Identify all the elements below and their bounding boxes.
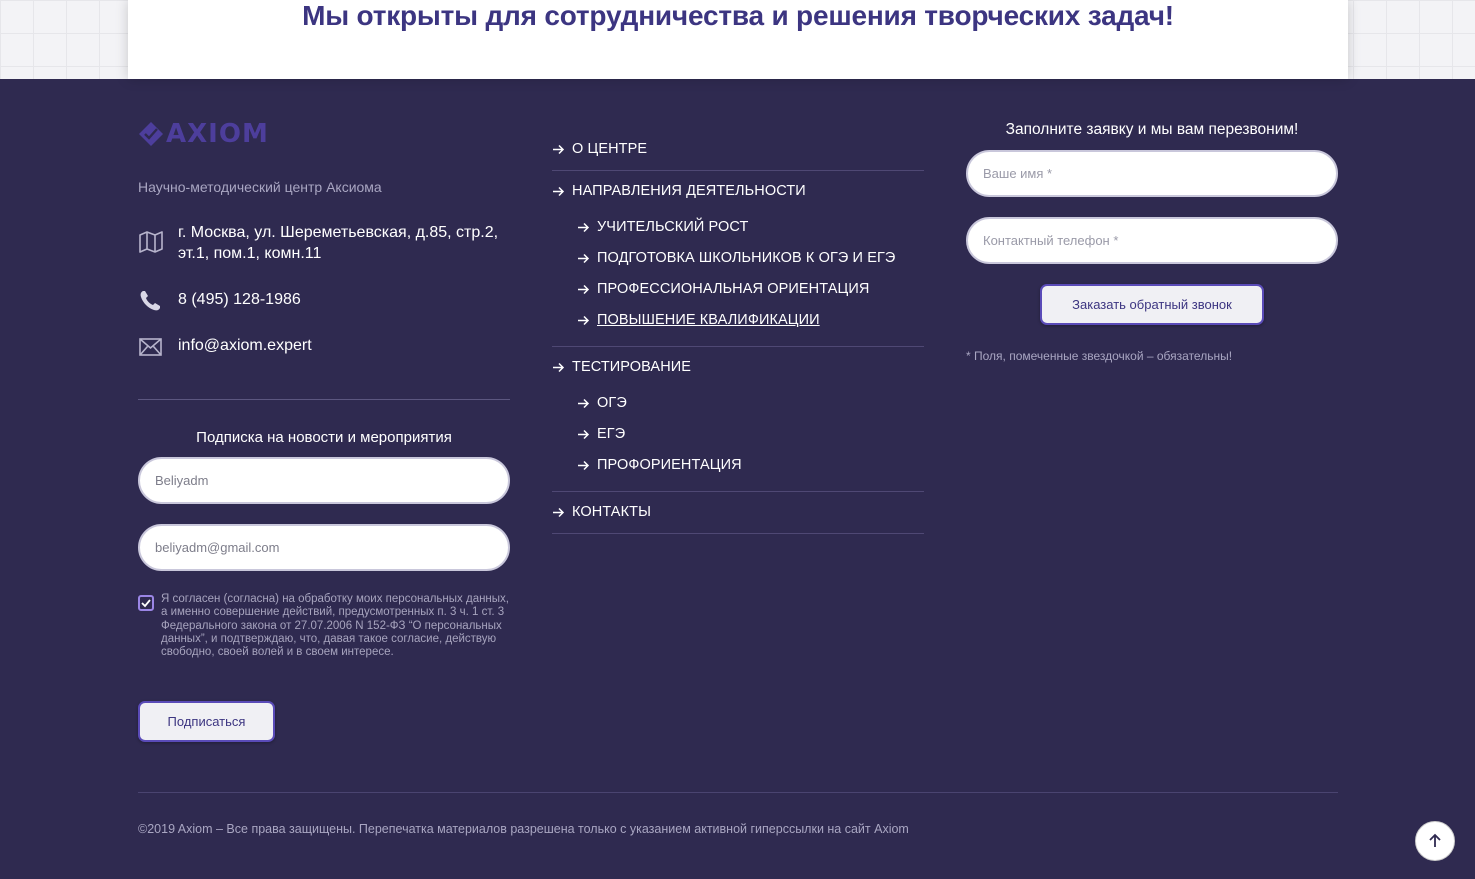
arrow-right-icon — [577, 221, 590, 234]
arrow-right-icon — [577, 283, 590, 296]
hero-title: Мы открыты для сотрудничества и решения творческих задач! — [302, 0, 1174, 31]
contact-phone[interactable] — [138, 289, 510, 313]
nav-item-label: ПРОФЕССИОНАЛЬНАЯ ОРИЕНТАЦИЯ — [597, 281, 870, 297]
logo-diamond-icon — [138, 121, 164, 147]
subscribe-button[interactable]: Подписаться — [138, 701, 275, 742]
arrow-right-icon — [552, 143, 565, 156]
nav-item-label: НАПРАВЛЕНИЯ ДЕЯТЕЛЬНОСТИ — [572, 183, 806, 199]
hero-card — [128, 0, 1348, 79]
nav-item-label: УЧИТЕЛЬСКИЙ РОСТ — [597, 219, 749, 235]
nav-divider — [552, 533, 924, 534]
footer-divider — [138, 792, 1338, 793]
callback-title: Заполните заявку и мы вам перезвоним! — [1005, 121, 1299, 138]
nav-item-career-guidance[interactable] — [577, 281, 869, 297]
address-text: г. Москва, ул. Шереметьевская, д.85, стр.2, эт.1, пом.1, комн.11 — [178, 224, 499, 262]
map-icon — [138, 230, 164, 254]
subscribe-email-input[interactable]: beliyadm@gmail.com — [138, 524, 510, 571]
consent-row — [138, 593, 510, 659]
callback-name-input[interactable]: Ваше имя * — [966, 150, 1338, 197]
nav-divider — [552, 170, 924, 171]
copyright-text: ©2019 Axiom – Все права защищены. Перепечатка материалов разрешена только с указанием активной гиперссылки на сайт Axiom — [138, 822, 909, 836]
nav-item-label: ЕГЭ — [597, 426, 626, 442]
logo-text: AXIOM — [166, 119, 269, 149]
envelope-icon — [138, 335, 164, 359]
nav-item-label: ТЕСТИРОВАНИЕ — [572, 359, 692, 375]
nav-item-label: ОГЭ — [597, 395, 627, 411]
email-text: info@axiom.expert — [178, 337, 312, 354]
divider — [138, 399, 510, 400]
nav-item-label: ПОДГОТОВКА ШКОЛЬНИКОВ К ОГЭ И ЕГЭ — [597, 250, 896, 266]
subscribe-name-input[interactable]: Beliyadm — [138, 457, 510, 504]
arrow-right-icon — [577, 397, 590, 410]
arrow-right-icon — [552, 506, 565, 519]
nav-item-exam-prep[interactable] — [577, 250, 895, 266]
nav-item-label: КОНТАКТЫ — [572, 504, 652, 520]
nav-item-label: ПОВЫШЕНИЕ КВАЛИФИКАЦИИ — [597, 312, 820, 328]
nav-item-contacts[interactable] — [552, 504, 651, 520]
arrow-right-icon — [577, 252, 590, 265]
subscribe-title: Подписка на новости и мероприятия — [196, 429, 452, 446]
arrow-up-icon — [1427, 833, 1443, 849]
consent-checkbox[interactable] — [138, 595, 154, 611]
scroll-to-top-button[interactable] — [1415, 821, 1455, 861]
nav-item-teacher-growth[interactable] — [577, 219, 748, 235]
callback-phone-input[interactable]: Контактный телефон * — [966, 217, 1338, 264]
nav-item-oge[interactable] — [577, 395, 627, 411]
nav-divider — [552, 346, 924, 347]
nav-item-proforientation[interactable] — [577, 457, 742, 473]
nav-item-about[interactable] — [552, 141, 647, 157]
nav-item-directions[interactable] — [552, 183, 806, 199]
arrow-right-icon — [552, 185, 565, 198]
nav-item-testing[interactable] — [552, 359, 691, 375]
contact-email[interactable] — [138, 335, 510, 359]
checkmark-icon — [141, 598, 151, 608]
arrow-right-icon — [552, 361, 565, 374]
arrow-right-icon — [577, 428, 590, 441]
consent-text: Я согласен (согласна) на обработку моих персональных данных, а именно совершение действий, предусмотренных п. 3 ч. 1 ст. 3 Федерального закона от 27.07.2006 N 152-ФЗ “О персональных данных”, и подтверждаю, что, давая такое согласие, действую свободно, своей волей и в своем интересе. — [161, 593, 509, 659]
hero-background — [0, 0, 1475, 79]
nav-item-ege[interactable] — [577, 426, 625, 442]
callback-button[interactable]: Заказать обратный звонок — [1040, 284, 1264, 325]
phone-icon — [138, 289, 164, 313]
phone-text: 8 (495) 128-1986 — [178, 291, 301, 308]
nav-divider — [552, 491, 924, 492]
contact-address — [138, 222, 510, 264]
nav-item-qualification[interactable] — [577, 312, 820, 328]
required-note: * Поля, помеченные звездочкой – обязательны! — [966, 349, 1233, 363]
site-footer — [0, 79, 1475, 879]
logo[interactable] — [138, 119, 269, 149]
nav-item-label: О ЦЕНТРЕ — [572, 141, 648, 157]
nav-item-label: ПРОФОРИЕНТАЦИЯ — [597, 457, 742, 473]
arrow-right-icon — [577, 459, 590, 472]
arrow-right-icon — [577, 314, 590, 327]
tagline: Научно-методический центр Аксиома — [138, 179, 382, 195]
